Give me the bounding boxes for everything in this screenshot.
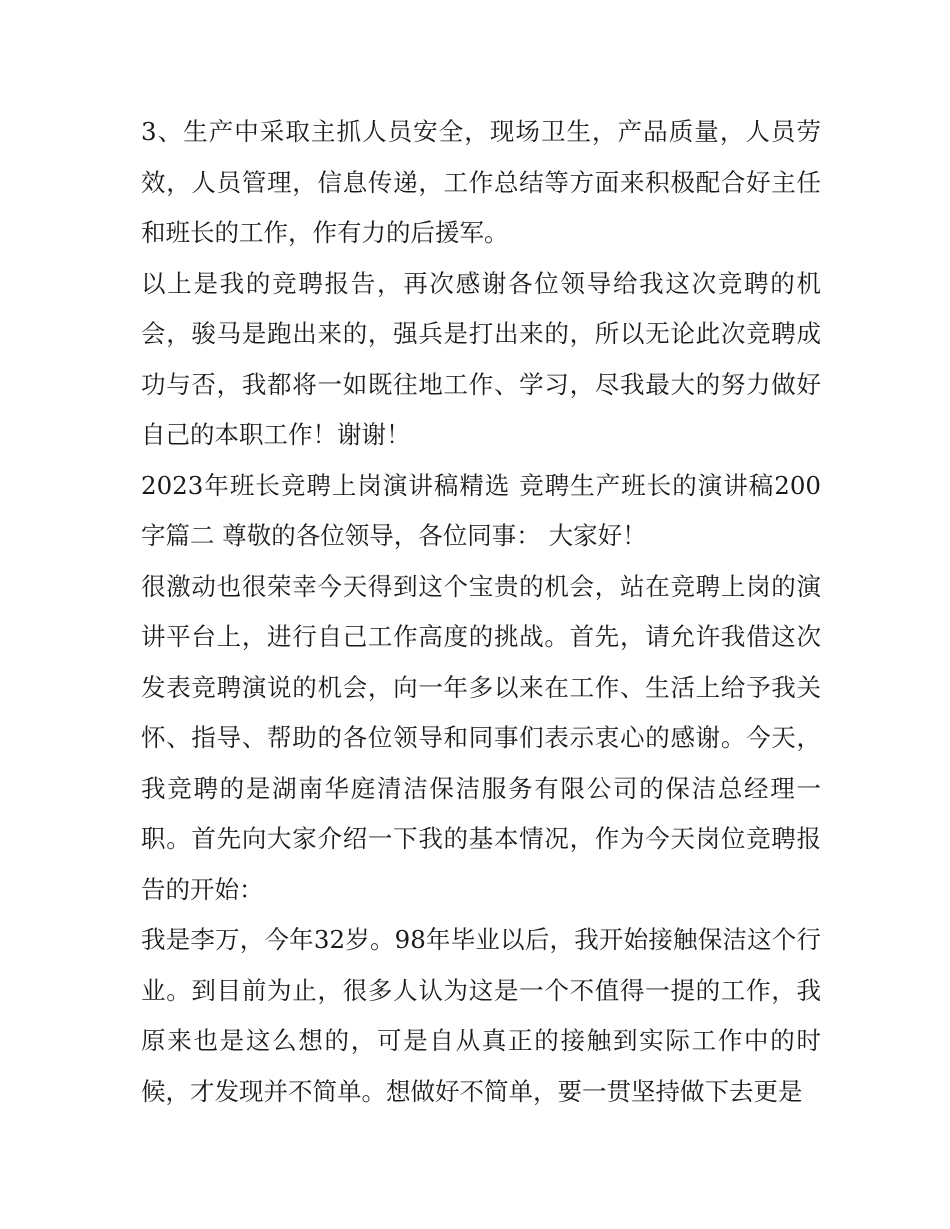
paragraph-personal-background: 我是李万，今年32岁。98年毕业以后，我开始接触保洁这个行业。到目前为止，很多人认为这是一个不值得一提的工作，我原来也是这么想的，可是自从真正的接触到实际工作中的时候，才发现并不简单。想做好不简单，要一贯坚持做下去更是 xyxy=(141,925,821,1106)
paragraph-safety-measures: 3、生产中采取主抓人员安全，现场卫生，产品质量，人员劳效，人员管理，信息传递，工作总结等方面来积极配合好主任和班长的工作，作有力的后援军。 xyxy=(141,117,821,247)
document-body xyxy=(141,107,821,1117)
paragraph-introduction: 很激动也很荣幸今天得到这个宝贵的机会，站在竞聘上岗的演讲平台上，进行自己工作高度的挑战。首先，请允许我借这次发表竞聘演说的机会，向一年多以来在工作、生活上给予我关怀、指导、帮助的各位领导和同事们表示衷心的感谢。今天，我竞聘的是湖南华庭清洁保洁服务有限公司的保洁总经理一职。首先向大家介绍一下我的基本情况，作为今天岗位竞聘报告的开始： xyxy=(141,571,821,904)
paragraph-closing-thanks: 以上是我的竞聘报告，再次感谢各位领导给我这次竞聘的机会，骏马是跑出来的，强兵是打出来的，所以无论此次竞聘成功与否，我都将一如既往地工作、学习，尽我最大的努力做好自己的本职工作！谢谢！ xyxy=(141,268,821,449)
paragraph-section-heading: 2023年班长竞聘上岗演讲稿精选 竞聘生产班长的演讲稿200字篇二 尊敬的各位领导，各位同事： 大家好！ xyxy=(141,470,821,550)
